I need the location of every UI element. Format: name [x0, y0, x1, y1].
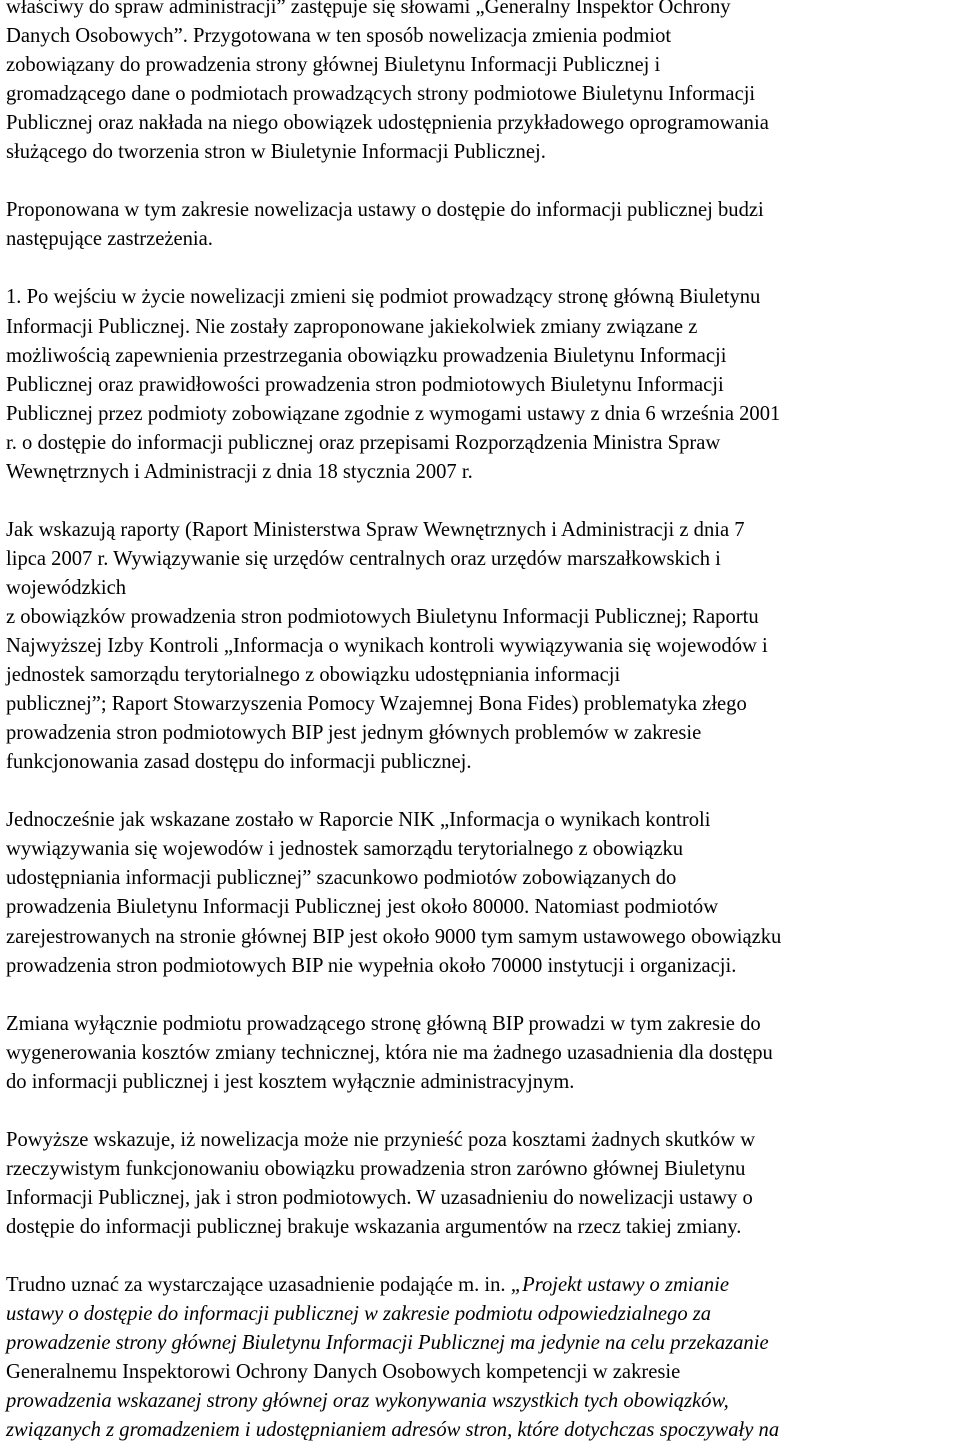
text-line: Najwyższej Izby Kontroli „Informacja o wynikach kontroli wywiązywania się wojewodów i [6, 635, 768, 658]
paragraph-gap [6, 254, 958, 283]
text-line: Publicznej oraz prawidłowości prowadzenia stron podmiotowych Biuletynu Informacji [6, 373, 724, 396]
italic-quote-line: związanych z gromadzeniem i udostępnianiem adresów stron, które dotychczas spoczywały na [6, 1419, 780, 1442]
italic-quote-text: „Projekt ustawy o zmianie [510, 1274, 730, 1297]
text-line: publicznej”; Raport Stowarzyszenia Pomocy Wzajemnej Bona Fides) problematyka złego [6, 693, 747, 716]
text-line [6, 1271, 958, 1300]
text-line: lipca 2007 r. Wywiązywanie się urzędów centralnych oraz urzędów marszałkowskich i [6, 547, 721, 570]
text-line: r. o dostępie do informacji publicznej oraz przepisami Rozporządzenia Ministra Spraw [6, 431, 721, 454]
text-line: Jak wskazują raporty (Raport Ministerstwa Spraw Wewnętrznych i Administracji z dnia 7 [6, 518, 745, 541]
text-line: wojewódzkich [6, 576, 127, 599]
italic-quote-line: ustawy o dostępie do informacji publicznej w zakresie podmiotu odpowiedzialnego za [6, 1303, 712, 1326]
text-line: zarejestrowanych na stronie głównej BIP jest około 9000 tym samym ustawowego obowiązku [6, 925, 782, 948]
paragraph-6 [6, 1010, 958, 1097]
text-line: możliwością zapewnienia przestrzegania obowiązku prowadzenia Biuletynu Informacji [6, 344, 727, 367]
italic-quote-line: prowadzenia wskazanej strony głównej oraz wykonywania wszystkich tych obowiązków, [6, 1390, 729, 1413]
text-line: Wewnętrznych i Administracji z dnia 18 stycznia 2007 r. [6, 460, 473, 483]
paragraph-5 [6, 806, 958, 980]
text-line: Proponowana w tym zakresie nowelizacja ustawy o dostępie do informacji publicznej budzi [6, 199, 764, 222]
text-line: Powyższe wskazuje, iż nowelizacja może nie przynieść poza kosztami żadnych skutków w [6, 1128, 756, 1151]
paragraph-gap [6, 981, 958, 1010]
paragraph-gap [6, 1097, 958, 1126]
text-line: prowadzenia Biuletynu Informacji Publicznej jest około 80000. Natomiast podmiotów [6, 896, 719, 919]
document-page [6, 0, 958, 1445]
paragraph-4 [6, 516, 958, 777]
paragraph-gap [6, 1242, 958, 1271]
text-line: wygenerowania kosztów zmiany technicznej, która nie ma żadnego uzasadnienia dla dostępu [6, 1041, 773, 1064]
text-line: Jednocześnie jak wskazane zostało w Raporcie NIK „Informacja o wynikach kontroli [6, 809, 711, 832]
text-line: Danych Osobowych”. Przygotowana w ten sposób nowelizacja zmienia podmiot [6, 25, 672, 48]
text-line: dostępie do informacji publicznej brakuje wskazania argumentów na rzecz takiej zmiany. [6, 1215, 742, 1238]
text-line: wywiązywania się wojewodów i jednostek samorządu terytorialnego z obowiązku [6, 838, 684, 861]
paragraph-gap [6, 487, 958, 516]
text-line: zobowiązany do prowadzenia strony głównej Biuletynu Informacji Publicznej i [6, 54, 661, 77]
text-line: funkcjonowania zasad dostępu do informacji publicznej. [6, 751, 472, 774]
text-line: Publicznej przez podmioty zobowiązane zgodnie z wymogami ustawy z dnia 6 września 2001 [6, 402, 781, 425]
text-line: prowadzenia stron podmiotowych BIP nie wypełnia około 70000 instytucji i organizacji. [6, 954, 737, 977]
paragraph-gap [6, 167, 958, 196]
text-line: Informacji Publicznej. Nie zostały zaproponowane jakiekolwiek zmiany związane z [6, 315, 698, 338]
italic-quote-line: prowadzenie strony głównej Biuletynu Informacji Publicznej ma jedynie na celu przekazanie [6, 1332, 769, 1355]
text-line: Informacji Publicznej, jak i stron podmiotowych. W uzasadnieniu do nowelizacji ustawy o [6, 1186, 753, 1209]
text-line: gromadzącego dane o podmiotach prowadzących strony podmiotowe Biuletynu Informacji [6, 83, 756, 106]
text-line: rzeczywistym funkcjonowaniu obowiązku prowadzenia stron zarówno głównej Biuletynu [6, 1157, 746, 1180]
text-line: służącego do tworzenia stron w Biuletynie Informacji Publicznej. [6, 141, 546, 164]
text-line: Generalnemu Inspektorowi Ochrony Danych Osobowych kompetencji w zakresie [6, 1361, 681, 1384]
text-line: prowadzenia stron podmiotowych BIP jest jednym głównych problemów w zakresie [6, 722, 702, 745]
paragraph-1 [6, 0, 958, 167]
text-line: udostępniania informacji publicznej” szacunkowo podmiotów zobowiązanych do [6, 867, 677, 890]
text-line: następujące zastrzeżenia. [6, 228, 213, 251]
text-line: z obowiązków prowadzenia stron podmiotowych Biuletynu Informacji Publicznej; Raportu [6, 605, 759, 628]
text-line: Publicznej oraz nakłada na niego obowiązek udostępnienia przykładowego oprogramowania [6, 112, 769, 135]
paragraph-3-numbered [6, 283, 958, 486]
text-line: jednostek samorządu terytorialnego z obowiązku udostępniania informacji [6, 664, 621, 687]
paragraph-gap [6, 777, 958, 806]
paragraph-8-quotation [6, 1271, 958, 1445]
paragraph-7 [6, 1126, 958, 1242]
text-line: właściwy do spraw administracji” zastępuje się słowami „Generalny Inspektor Ochrony [6, 0, 731, 18]
plain-text: Trudno uznać za wystarczające uzasadnienie podająće m. in. [6, 1274, 511, 1297]
text-line: Zmiana wyłącznie podmiotu prowadzącego stronę główną BIP prowadzi w tym zakresie do [6, 1012, 761, 1035]
paragraph-2 [6, 196, 958, 254]
text-line: do informacji publicznej i jest kosztem wyłącznie administracyjnym. [6, 1070, 575, 1093]
text-line: 1. Po wejściu w życie nowelizacji zmieni się podmiot prowadzący stronę główną Biuletynu [6, 286, 761, 309]
